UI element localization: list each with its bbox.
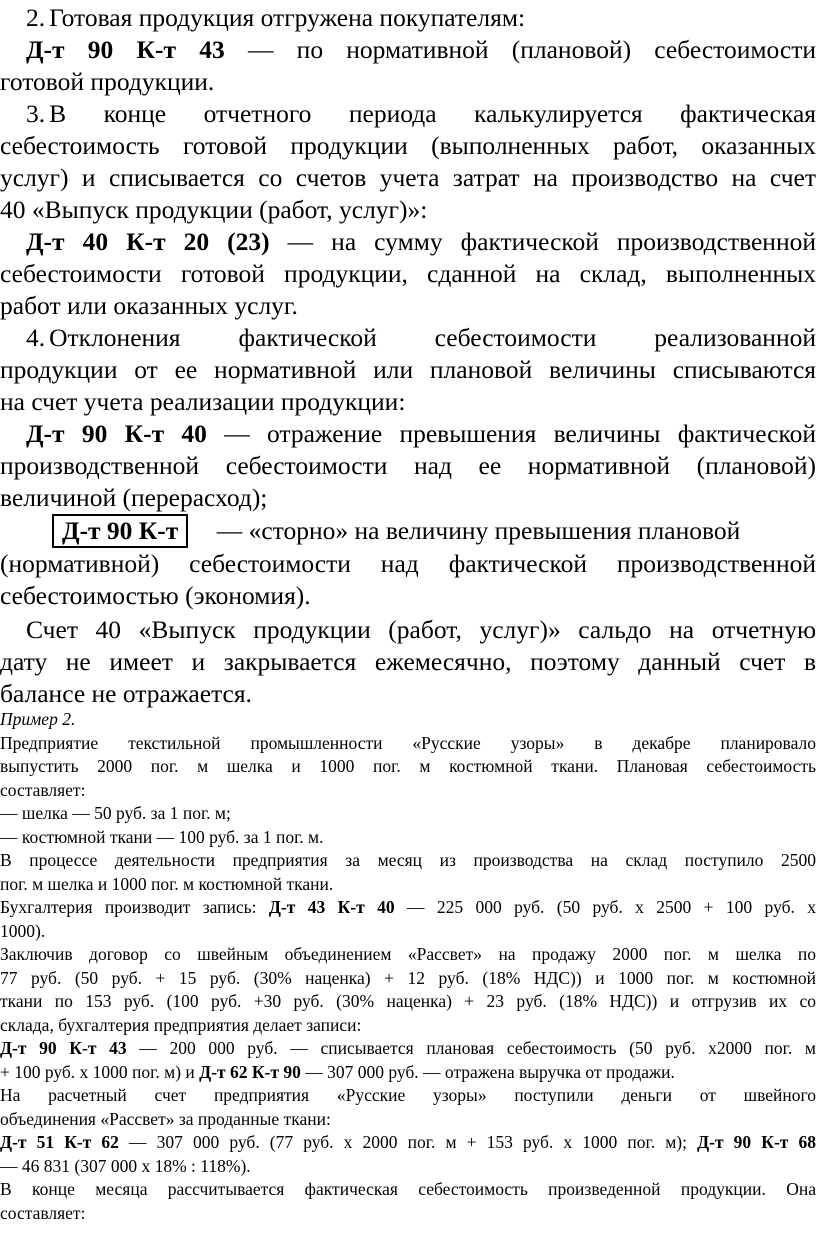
example-text: — 225 000 руб. (50 руб. х 2500 + 100 руб. х bbox=[394, 897, 816, 917]
example-text: склада, бухгалтерия предприятия делает записи: bbox=[0, 1014, 362, 1035]
paragraph-text: дату не имеет и закрывается ежемесячно, поэтому данный счет в bbox=[0, 647, 816, 676]
example-text: Заключив договор со швейным объединением «Рассвет» на продажу 2000 пог. м шелка по bbox=[0, 944, 816, 964]
example-text: ткани по 153 руб. (100 руб. +30 руб. (30% наценка) + 23 руб. (18% НДС)) и отгрузив их со bbox=[0, 991, 816, 1011]
example-text: объединения «Рассвет» за проданные ткани: bbox=[0, 1108, 331, 1129]
example-text: пог. м шелка и 1000 пог. м костюмной ткани. bbox=[0, 873, 334, 894]
example-section bbox=[0, 708, 816, 1225]
example-text: — 46 831 (307 000 х 18% : 118%). bbox=[0, 1155, 251, 1176]
closing-paragraph bbox=[0, 614, 816, 710]
paragraph-text: себестоимость готовой продукции (выполненных работ, оказанных bbox=[0, 131, 816, 160]
paragraph-2 bbox=[0, 2, 816, 98]
paragraph-text: готовой продукции. bbox=[0, 67, 215, 96]
paragraph-text: Счет 40 «Выпуск продукции (работ, услуг)» сальдо на отчетную bbox=[26, 615, 816, 644]
example-title: Пример 2. bbox=[0, 709, 76, 729]
example-text: — 307 000 руб. — отражена выручка от продажи. bbox=[300, 1061, 675, 1082]
entry-description: — «сторно» на величину превышения плановой bbox=[216, 516, 741, 545]
paragraph-text: продукции от ее нормативной или плановой величины списываются bbox=[0, 355, 816, 384]
example-text: Бухгалтерия производит запись: bbox=[0, 897, 269, 917]
accounting-entry: Д-т 90 К-т 40 bbox=[26, 419, 207, 448]
accounting-entry: Д-т 43 К-т 40 bbox=[268, 897, 395, 917]
example-text: В процессе деятельности предприятия за месяц из производства на склад поступило 2500 bbox=[0, 850, 816, 870]
accounting-entry: Д-т 51 К-т 62 bbox=[0, 1132, 119, 1152]
boxed-accounting-entry: Д-т 90 К-т bbox=[52, 514, 188, 548]
entry-description: — на сумму фактической производственной bbox=[269, 227, 816, 256]
example-text: выпустить 2000 пог. м шелка и 1000 пог. м костюмной ткани. Плановая себестоимость bbox=[0, 756, 816, 776]
paragraph-text: производственной себестоимости над ее нормативной (плановой) bbox=[0, 451, 816, 480]
example-text: 77 руб. (50 руб. + 15 руб. (30% наценка) + 12 руб. (18% НДС)) и 1000 пог. м костюмной bbox=[0, 967, 816, 988]
example-text: — 307 000 руб. (77 руб. х 2000 пог. м + 153 руб. х 1000 пог. м); bbox=[118, 1132, 698, 1152]
paragraph-text: В конце отчетного периода калькулируется фактическая bbox=[49, 99, 816, 128]
example-text: 1000). bbox=[0, 920, 46, 941]
paragraph-text: Отклонения фактической себестоимости реализованной bbox=[49, 323, 816, 352]
paragraph-text: Готовая продукция отгружена покупателям: bbox=[49, 3, 526, 32]
example-text: составляет: bbox=[0, 779, 86, 800]
example-text: На расчетный счет предприятия «Русские узоры» поступили деньги от швейного bbox=[0, 1085, 816, 1105]
list-number: 4. bbox=[26, 323, 46, 352]
paragraph-text: услуг) и списывается со счетов учета затрат на производство на счет bbox=[0, 163, 816, 192]
list-number: 2. bbox=[26, 3, 46, 32]
example-text: — 200 000 руб. — списывается плановая себестоимость (50 руб. х2000 пог. м bbox=[126, 1038, 816, 1058]
paragraph-text: (нормативной) себестоимости над фактической производственной bbox=[0, 549, 816, 578]
list-item: — костюмной ткани — 100 руб. за 1 пог. м. bbox=[0, 826, 324, 847]
list-number: 3. bbox=[26, 99, 46, 128]
paragraph-text: работ или оказанных услуг. bbox=[0, 291, 298, 320]
entry-description: — по нормативной (плановой) себестоимости bbox=[224, 35, 816, 64]
accounting-entry: Д-т 62 К-т 90 bbox=[199, 1061, 301, 1082]
accounting-entry: Д-т 90 К-т 43 bbox=[26, 35, 225, 64]
list-item: — шелка — 50 руб. за 1 пог. м; bbox=[0, 803, 231, 823]
accounting-entry: Д-т 90 К-т 43 bbox=[0, 1038, 127, 1058]
accounting-entry: Д-т 40 К-т 20 (23) bbox=[26, 227, 270, 256]
example-text: Предприятие текстильной промышленности «Русские узоры» в декабре планировало bbox=[0, 732, 816, 753]
paragraph-4 bbox=[0, 322, 816, 612]
paragraph-text: 40 «Выпуск продукции (работ, услуг)»: bbox=[0, 195, 428, 224]
paragraph-text: себестоимостью (экономия). bbox=[0, 581, 311, 610]
accounting-entry: Д-т 90 К-т 68 bbox=[697, 1132, 816, 1152]
example-text: В конце месяца рассчитывается фактическая себестоимость произведенной продукции. Она bbox=[0, 1179, 816, 1199]
entry-description: — отражение превышения величины фактической bbox=[206, 419, 816, 448]
paragraph-text: величиной (перерасход); bbox=[0, 483, 268, 512]
example-text: составляет: bbox=[0, 1202, 86, 1223]
paragraph-text: на счет учета реализации продукции: bbox=[0, 387, 406, 416]
paragraph-text: себестоимости готовой продукции, сданной на склад, выполненных bbox=[0, 259, 816, 288]
example-text: + 100 руб. х 1000 пог. м) и bbox=[0, 1061, 200, 1082]
paragraph-text: балансе не отражается. bbox=[0, 679, 252, 708]
paragraph-3 bbox=[0, 98, 816, 322]
